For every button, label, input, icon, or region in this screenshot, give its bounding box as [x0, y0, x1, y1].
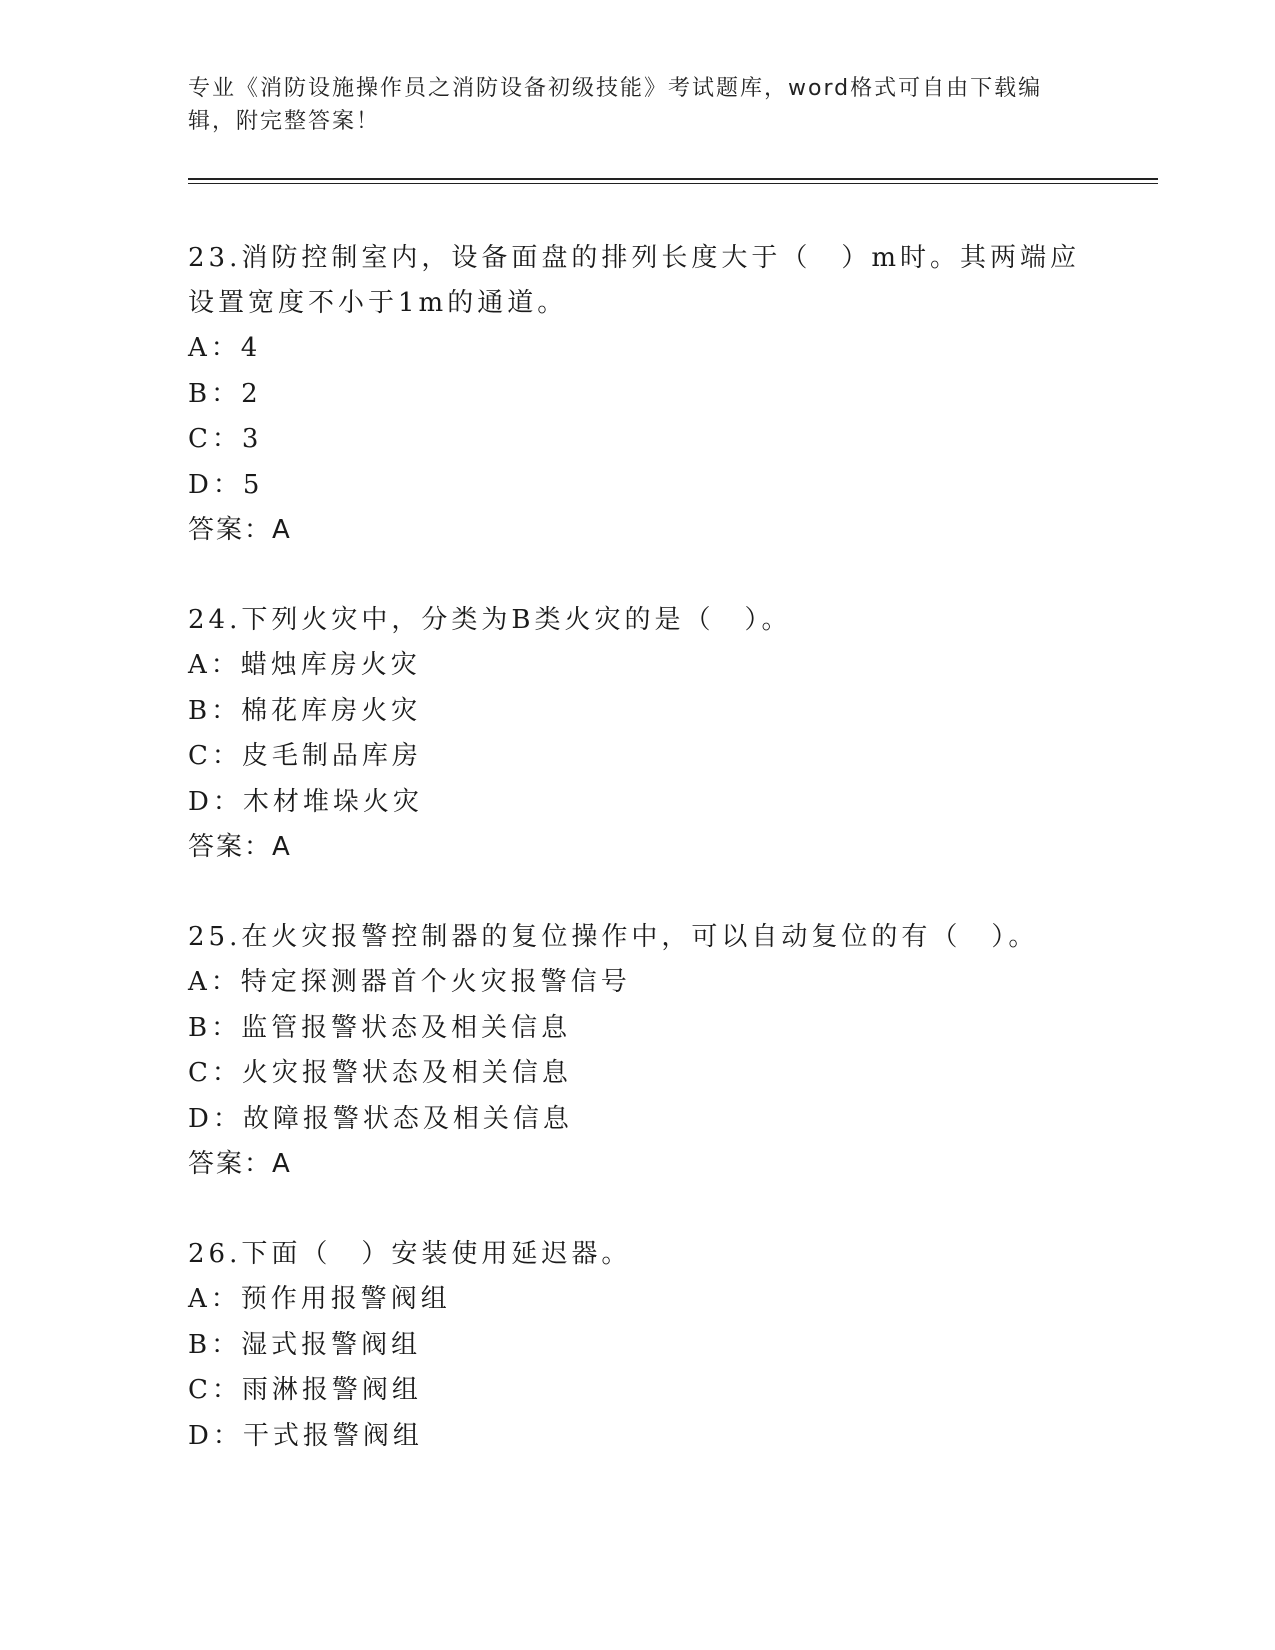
header-divider-thin: [188, 183, 1158, 184]
option-c: C：雨淋报警阀组: [188, 1375, 422, 1405]
question-26: [188, 1232, 1088, 1459]
answer-line: 答案：A: [188, 832, 292, 862]
answer-line: 答案：A: [188, 1149, 292, 1179]
question-stem: 25.在火灾报警控制器的复位操作中，可以自动复位的有（ ）。: [188, 922, 1039, 952]
question-23: [188, 236, 1088, 553]
option-a: A：特定探测器首个火灾报警信号: [188, 967, 631, 997]
option-b: B：监管报警状态及相关信息: [188, 1012, 572, 1043]
header-divider: [188, 178, 1158, 180]
question-list: [188, 236, 1088, 1459]
question-stem: 23.消防控制室内，设备面盘的排列长度大于（ ）m时。其两端应设置宽度不小于1m的通道。: [188, 243, 1081, 318]
option-c: C：皮毛制品库房: [188, 741, 422, 771]
option-a: A：蜡烛库房火灾: [188, 650, 421, 680]
option-d: D：故障报警状态及相关信息: [188, 1103, 573, 1134]
question-25: [188, 915, 1088, 1187]
option-a: A：预作用报警阀组: [188, 1284, 451, 1314]
question-24: [188, 598, 1088, 870]
option-b: B：2: [188, 378, 262, 409]
option-c: C：火灾报警状态及相关信息: [188, 1058, 572, 1088]
answer-line: 答案：A: [188, 515, 292, 545]
option-b: B：棉花库房火灾: [188, 695, 422, 726]
option-d: D：干式报警阀组: [188, 1420, 423, 1451]
question-stem: 24.下列火灾中，分类为B类火灾的是（ ）。: [188, 605, 792, 635]
option-d: D：5: [188, 469, 264, 500]
document-header: 专业《消防设施操作员之消防设备初级技能》考试题库，word格式可自由下载编辑，附完整答案！: [188, 76, 1043, 134]
option-a: A：4: [188, 333, 262, 363]
option-d: D：木材堆垛火灾: [188, 786, 423, 817]
option-b: B：湿式报警阀组: [188, 1329, 422, 1360]
question-stem: 26.下面（ ）安装使用延迟器。: [188, 1239, 632, 1269]
option-c: C：3: [188, 424, 263, 454]
